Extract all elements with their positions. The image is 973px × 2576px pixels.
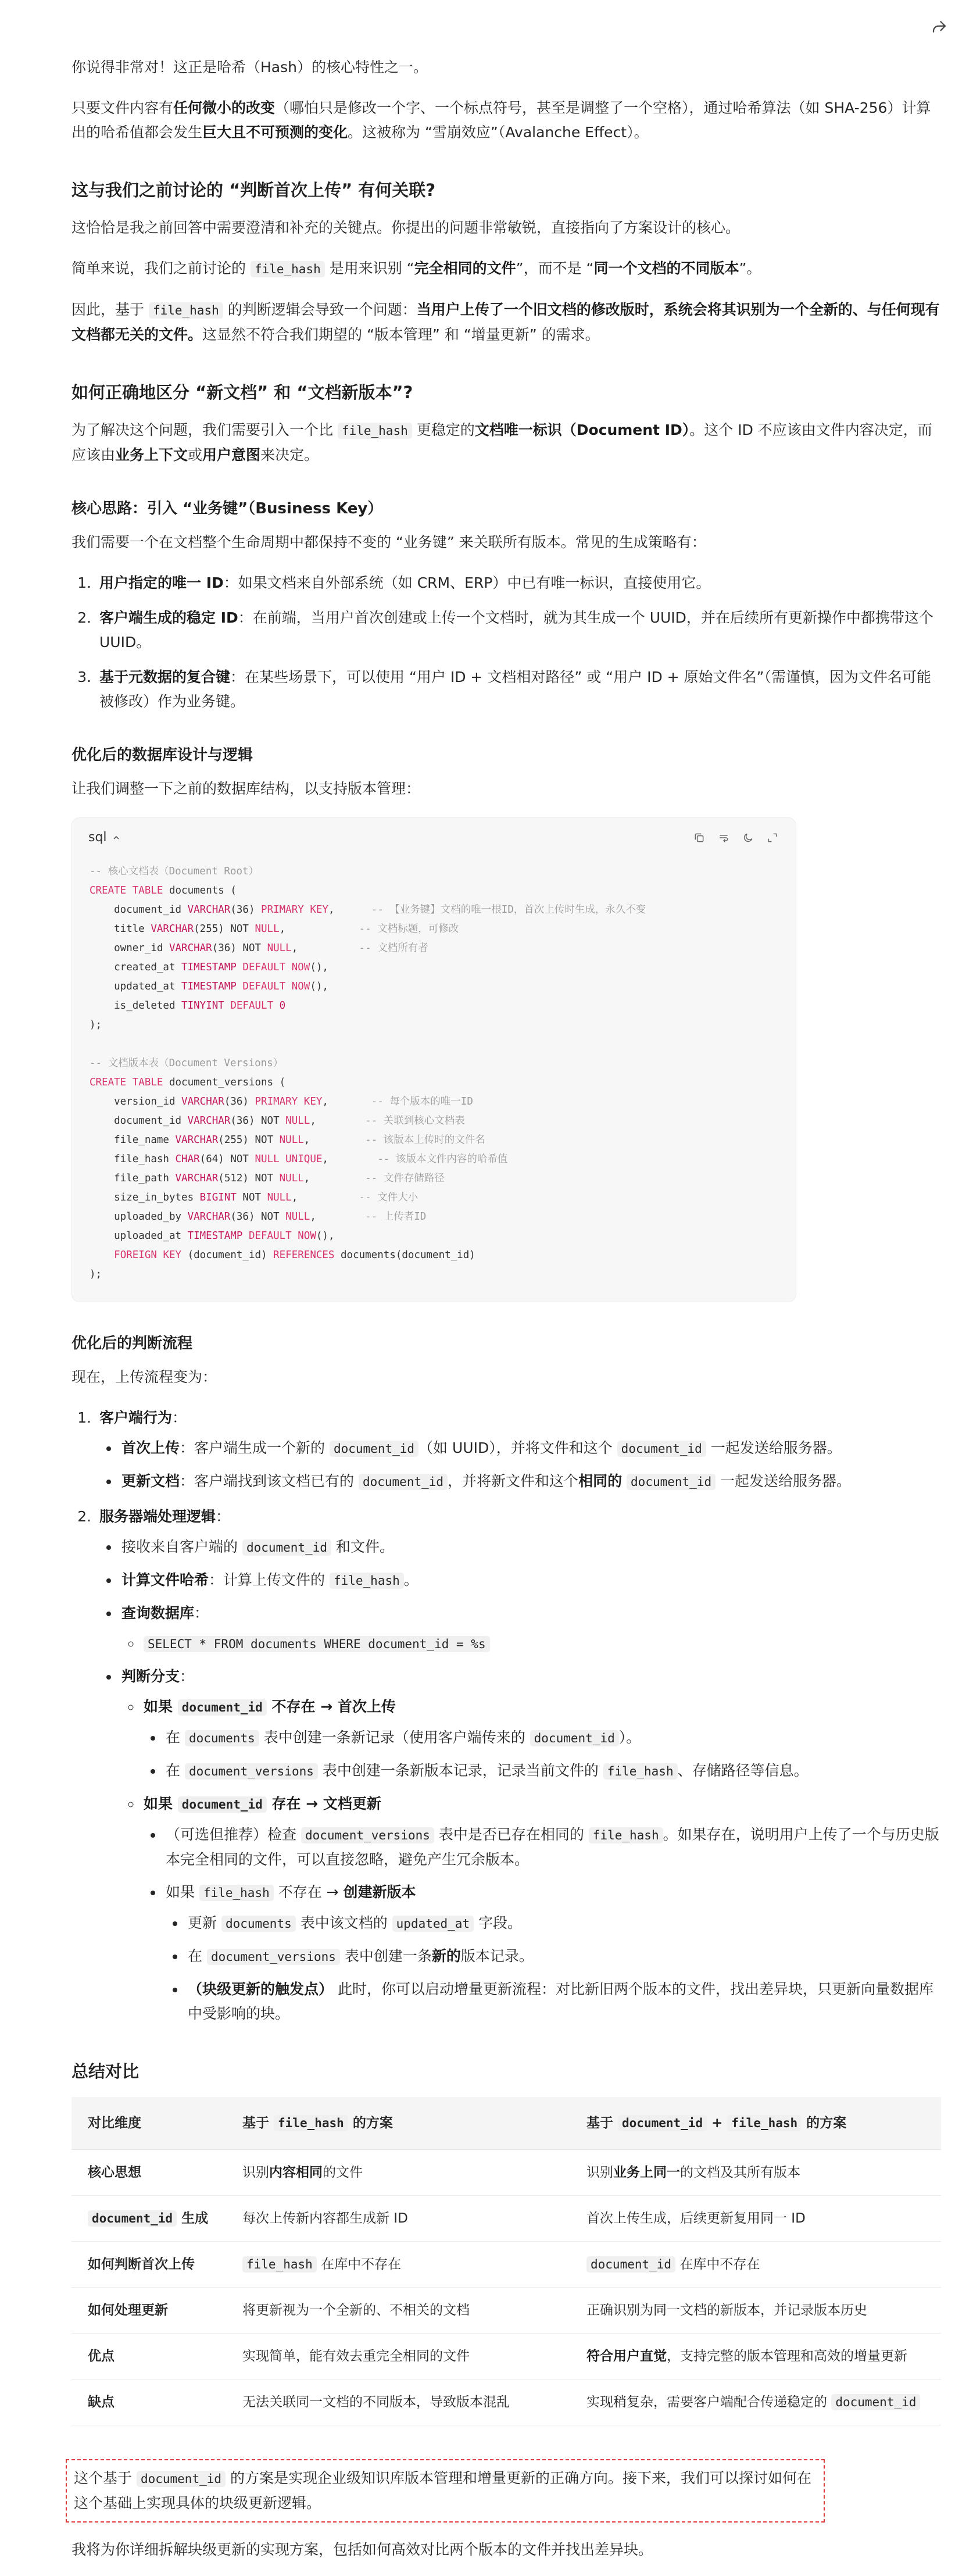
comparison-table (71, 2097, 941, 2425)
list-item: 1. 客户端行为： • 首次上传：客户端生成一个新的 document_id （如 UUID），并将文件和这个 document_id 一起发送给服务器。 • 更新文档：客户端找到该文档已有的 document_id ，并将新文件和这个相同的 document_id 一起发送给服务器。 (96, 1406, 941, 1494)
table-header-cell: 基于 file_hash 的方案 (226, 2097, 570, 2150)
section-heading-relation: 这与我们之前讨论的 “判断首次上传” 有何关联? (71, 180, 436, 200)
relation-paragraph-3: 因此，基于 file_hash 的判断逻辑会导致一个问题：当用户上传了一个旧文档的修改版时，系统会将其识别为一个全新的、与任何现有文档都无关的文件。这显然不符合我们期望的 “版本管理” 和 “增量更新” 的需求。 (71, 301, 940, 343)
chat-response (71, 55, 941, 2576)
list-item: ◦ 如果 document_id 存在 → 文档更新 • （可选但推荐）检查 document_versions 表中是否已存在相同的 file_hash 。如果存在，说明用户上传了一个与历史版本完全相同的文件，可以直接忽略，避免产生冗余版本。 • 如果 file_hash 不存在 → 创建新版本 • 更新 documents 表中该文档的 updated_at 字段。 • 在 document_versions 表中创建一条新的版本记录。 • （块级更新的触发点） 此时，你可以启动增量更新流程：对比新旧两个版本的文件，找出差异块，只更新向量数据库中受影响的块。 (141, 1792, 941, 2026)
wrap-button[interactable] (716, 830, 732, 846)
list-item: • 查询数据库： ◦ SELECT * FROM documents WHERE document_id = %s (119, 1601, 941, 1656)
section-heading-business-key: 核心思路：引入 “业务键”（Business Key） (71, 500, 383, 517)
list-item: • 在 document_versions 表中创建一条新的版本记录。 (185, 1944, 941, 1969)
relation-paragraph-2: 简单来说，我们之前讨论的 file_hash 是用来识别 “完全相同的文件”，而不是 “同一个文档的不同版本”。 (71, 260, 761, 277)
intro-paragraph-1: 你说得非常对！这正是哈希（Hash）的核心特性之一。 (71, 59, 428, 76)
copy-button[interactable] (691, 830, 707, 846)
flow-list (71, 1406, 941, 2026)
closing-paragraph: 我将为你详细拆解块级更新的实现方案，包括如何高效对比两个版本的文件并找出差异块。 (71, 2541, 653, 2558)
list-item: 3. 基于元数据的复合键：在某些场景下，可以使用 “用户 ID + 文档相对路径” 或 “用户 ID + 原始文件名”（需谨慎，因为文件名可能被修改）作为业务键。 (96, 665, 941, 714)
section-heading-summary: 总结对比 (71, 2061, 139, 2081)
expand-icon (767, 832, 778, 844)
wrap-icon (718, 832, 729, 844)
list-item: • 在 document_versions 表中创建一条新版本记录，记录当前文件的 file_hash 、存储路径等信息。 (163, 1759, 941, 1784)
list-item: ◦ 如果 document_id 不存在 → 首次上传 • 在 documents 表中创建一条新记录（使用客户端传来的 document_id ）。 • 在 document_versions 表中创建一条新版本记录，记录当前文件的 file_hash 、存储路径等信息。 (141, 1695, 941, 1784)
table-row: 缺点 无法关联同一文档的不同版本，导致版本混乱 实现稍复杂，需要客户端配合传递稳定的 document_id (71, 2380, 941, 2425)
code-block-header (72, 818, 796, 858)
list-item: • 判断分支： ◦ 如果 document_id 不存在 → 首次上传 • 在 documents 表中创建一条新记录（使用客户端传来的 document_id ）。 • 在 document_versions 表中创建一条新版本记录，记录当前文件的 file_hash 、存储路径等信息。 ◦ 如果 document_id 存在 → 文档更新 • （可选但推荐）检查 document_versions 表中是否已存在相同的 file_hash 。如果存在，说明用户上传了一个与历史版本完全相同的文件，可以直接忽略，避免产生冗余版本。 • 如果 file_hash 不存在 → 创建新版本 • 更新 documents 表中该文档的 updated_at 字段。 • 在 document_versions 表中创建一条新的版本记录。 • （块级更新的触发点） 此时，你可以启动增量更新流程：对比新旧两个版本的文件，找出差异块，只更新向量数据库中受影响的块。 (119, 1664, 941, 2026)
highlighted-conclusion: 这个基于 document_id 的方案是实现企业级知识库版本管理和增量更新的正确方向。接下来，我们可以探讨如何在这个基础上实现具体的块级更新逻辑。 (66, 2459, 825, 2523)
theme-icon (742, 832, 754, 844)
table-header-cell: 对比维度 (71, 2097, 226, 2150)
table-header-cell: 基于 document_id + file_hash 的方案 (570, 2097, 941, 2150)
chevron-up-icon (112, 833, 121, 842)
share-button[interactable] (927, 14, 952, 40)
list-item: • 如果 file_hash 不存在 → 创建新版本 • 更新 documents 表中该文档的 updated_at 字段。 • 在 document_versions 表中创建一条新的版本记录。 • （块级更新的触发点） 此时，你可以启动增量更新流程：对比新旧两个版本的文件，找出差异块，只更新向量数据库中受影响的块。 (163, 1880, 941, 2026)
table-row: 如何判断首次上传 file_hash 在库中不存在 document_id 在库中不存在 (71, 2242, 941, 2288)
table-row: 如何处理更新 将更新视为一个全新的、不相关的文档 正确识别为同一文档的新版本，并记录版本历史 (71, 2288, 941, 2334)
business-key-list (71, 571, 941, 714)
code-language-toggle[interactable] (88, 826, 121, 850)
distinguish-paragraph: 为了解决这个问题，我们需要引入一个比 file_hash 更稳定的文档唯一标识（Document ID）。这个 ID 不应该由文件内容决定，而应该由业务上下文或用户意图来决定。 (71, 421, 932, 463)
code-toolbar (691, 830, 781, 846)
copy-icon (693, 832, 705, 844)
expand-button[interactable] (764, 830, 781, 846)
table-header-row (71, 2097, 941, 2150)
code-block (71, 817, 796, 1302)
table-row: 核心思想 识别内容相同的文件 识别业务上同一的文档及其所有版本 (71, 2150, 941, 2196)
list-item: • 首次上传：客户端生成一个新的 document_id （如 UUID），并将文件和这个 document_id 一起发送给服务器。 (119, 1436, 941, 1461)
section-heading-flow: 优化后的判断流程 (71, 1335, 193, 1352)
theme-button[interactable] (740, 830, 756, 846)
list-item: • 更新 documents 表中该文档的 updated_at 字段。 (185, 1911, 941, 1936)
list-item: 2. 服务器端处理逻辑： • 接收来自客户端的 document_id 和文件。 • 计算文件哈希：计算上传文件的 file_hash 。 • 查询数据库： ◦ SELECT * FROM documents WHERE document_id = %s • 判断分支： ◦ 如果 document_id 不存在 → 首次上传 • 在 documents 表中创建一条新记录（使用客户端传来的 document_id ）。 • 在 document_versions 表中创建一条新版本记录，记录当前文件的 file_hash 、存储路径等信息。 ◦ 如果 document_id 存在 → 文档更新 • （可选但推荐）检查 document_versions 表中是否已存在相同的 file_hash 。如果存在，说明用户上传了一个与历史版本完全相同的文件，可以直接忽略，避免产生冗余版本。 • 如果 file_hash 不存在 → 创建新版本 • 更新 documents 表中该文档的 updated_at 字段。 • 在 document_versions 表中创建一条新的版本记录。 • （块级更新的触发点） 此时，你可以启动增量更新流程：对比新旧两个版本的文件，找出差异块，只更新向量数据库中受影响的块。 (96, 1505, 941, 2026)
share-icon (931, 18, 948, 35)
table-row: 优点 实现简单，能有效去重完全相同的文件 符合用户直觉，支持完整的版本管理和高效的增量更新 (71, 2334, 941, 2380)
list-item: • 在 documents 表中创建一条新记录（使用客户端传来的 document_id ）。 (163, 1725, 941, 1750)
list-item: • （块级更新的触发点） 此时，你可以启动增量更新流程：对比新旧两个版本的文件，找出差异块，只更新向量数据库中受影响的块。 (185, 1977, 941, 2026)
sql-code: -- 核心文档表（Document Root） CREATE TABLE documents ( document_id VARCHAR(36) PRIMARY KEY, -- 【业务键】文档的唯一根ID，首次上传时生成，永久不变 title VARCHAR(255) NOT NULL, -- 文档标题，可修改 owner_id VARCHAR(36) NOT NULL, -- 文档所有者 created_at TIMESTAMP DEFAULT NOW(), updated_at TIMESTAMP DEFAULT NOW(), is_deleted TINYINT DEFAULT 0 ); -- 文档版本表（Document Versions） CREATE TABLE document_versions ( version_id VARCHAR(36) PRIMARY KEY, -- 每个版本的唯一ID document_id VARCHAR(36) NOT NULL, -- 关联到核心文档表 file_name VARCHAR(255) NOT NULL, -- 该版本上传时的文件名 file_hash CHAR(64) NOT NULL UNIQUE, -- 该版本文件内容的哈希值 file_path VARCHAR(512) NOT NULL, -- 文件存储路径 size_in_bytes BIGINT NOT NULL, -- 文件大小 uploaded_by VARCHAR(36) NOT NULL, -- 上传者ID uploaded_at TIMESTAMP DEFAULT NOW(), FOREIGN KEY (document_id) REFERENCES documents(document_id) ); (90, 866, 646, 1280)
section-heading-distinguish: 如何正确地区分 “新文档” 和 “文档新版本”? (71, 383, 413, 402)
list-item: 2. 客户端生成的稳定 ID：在前端，当用户首次创建或上传一个文档时，就为其生成一个 UUID，并在后续所有更新操作中都携带这个 UUID。 (96, 606, 941, 655)
db-design-paragraph: 让我们调整一下之前的数据库结构，以支持版本管理： (71, 780, 421, 797)
table-row: document_id 生成 每次上传新内容都生成新 ID 首次上传生成，后续更新复用同一 ID (71, 2196, 941, 2242)
list-item: 1. 用户指定的唯一 ID：如果文档来自外部系统（如 CRM、ERP）中已有唯一标识，直接使用它。 (96, 571, 941, 595)
relation-paragraph-1: 这恰恰是我之前回答中需要澄清和补充的关键点。你提出的问题非常敏锐，直接指向了方案设计的核心。 (71, 219, 741, 236)
list-item: • 计算文件哈希：计算上传文件的 file_hash 。 (119, 1568, 941, 1593)
list-item: ◦ SELECT * FROM documents WHERE document_id = %s (141, 1631, 941, 1656)
list-item: • （可选但推荐）检查 document_versions 表中是否已存在相同的 file_hash 。如果存在，说明用户上传了一个与历史版本完全相同的文件，可以直接忽略，避免产生冗余版本。 (163, 1823, 941, 1872)
list-item: • 更新文档：客户端找到该文档已有的 document_id ，并将新文件和这个相同的 document_id 一起发送给服务器。 (119, 1469, 941, 1494)
flow-paragraph: 现在，上传流程变为： (71, 1369, 217, 1385)
business-key-paragraph: 我们需要一个在文档整个生命周期中都保持不变的 “业务键” 来关联所有版本。常见的生成策略有： (71, 534, 706, 551)
list-item: • 接收来自客户端的 document_id 和文件。 (119, 1535, 941, 1560)
intro-paragraph-2: 只要文件内容有任何微小的改变（哪怕只是修改一个字、一个标点符号，甚至是调整了一个空格），通过哈希算法（如 SHA-256）计算出的哈希值都会发生巨大且不可预测的变化。这被称为 “雪崩效应”（Avalanche Effect）。 (71, 99, 931, 141)
code-language-label: sql (88, 830, 107, 845)
section-heading-db-design: 优化后的数据库设计与逻辑 (71, 746, 253, 764)
